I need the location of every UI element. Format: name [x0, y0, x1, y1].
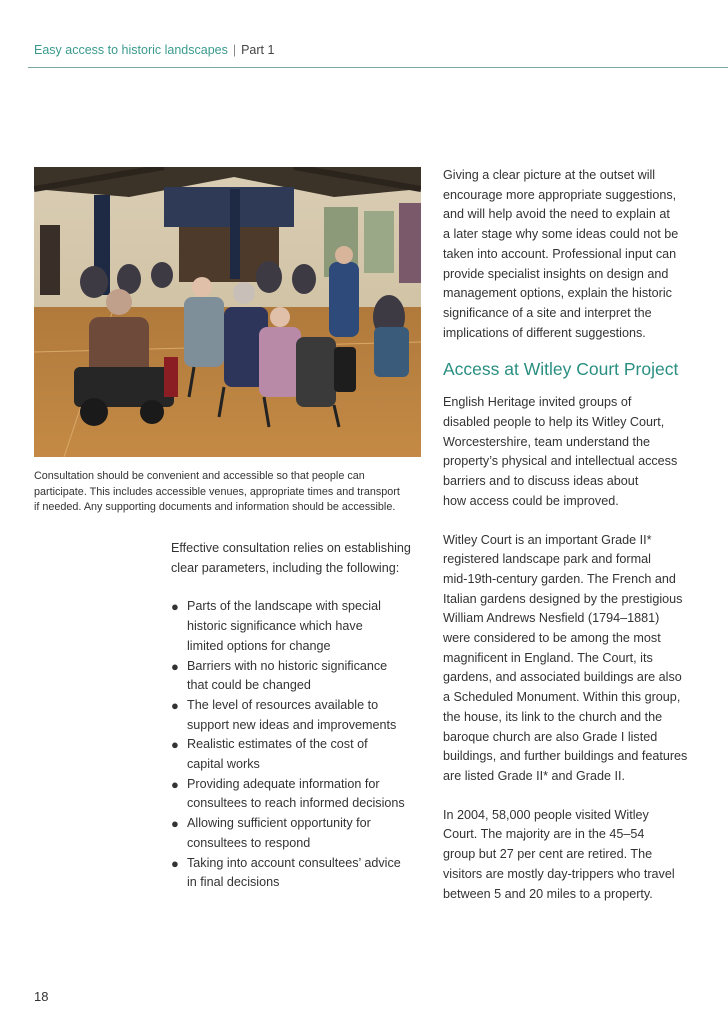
list-item	[171, 597, 426, 656]
text-line: property’s physical and intellectual access	[443, 454, 678, 469]
visitors-paragraph	[443, 806, 703, 905]
section-heading: Access at Witley Court Project	[443, 359, 679, 380]
project-paragraph	[443, 393, 703, 511]
list-item-line: The level of resources available to	[187, 697, 379, 712]
right-column	[443, 166, 703, 904]
list-item-line: Parts of the landscape with special	[187, 599, 381, 614]
text-line: and will help avoid the need to explain at	[443, 207, 670, 222]
text-line: In 2004, 58,000 people visited Witley	[443, 807, 649, 822]
text-line: Giving a clear picture at the outset will	[443, 168, 656, 182]
photo-illustration	[34, 167, 421, 457]
bullet-icon: ●	[171, 816, 179, 832]
photo-caption	[34, 469, 426, 516]
list-item-line: Barriers with no historic significance	[187, 658, 388, 673]
bullet-icon: ●	[171, 737, 179, 753]
bullet-icon: ●	[171, 776, 179, 792]
text-line: were considered to be among the most	[443, 631, 661, 646]
text-line: Court. The majority are in the 45–54	[443, 827, 645, 842]
intro-paragraph	[443, 166, 703, 343]
text-line: a Scheduled Monument. Within this group,	[443, 690, 681, 705]
list-item-line: Allowing sufficient opportunity for	[187, 816, 371, 831]
list-item	[171, 814, 426, 853]
bullet-icon: ●	[171, 658, 179, 674]
text-line: gardens, and associated buildings are also	[443, 670, 682, 685]
header-part: Part 1	[241, 43, 275, 57]
text-line: mid-19th-century garden. The French and	[443, 571, 676, 586]
intro-line: Effective consultation relies on establishing	[171, 541, 411, 555]
list-item-line: Realistic estimates of the cost of	[187, 737, 368, 752]
list-item	[171, 775, 426, 814]
text-line: Worcestershire, team understand the	[443, 434, 650, 449]
text-line: disabled people to help its Witley Court,	[443, 415, 665, 430]
text-line: magnificent in England. The Court, its	[443, 650, 653, 665]
consultation-photo	[34, 167, 421, 457]
text-line: are listed Grade II* and Grade II.	[443, 768, 626, 783]
list-item-line: capital works	[187, 757, 260, 772]
list-item-line: consultees to respond	[187, 835, 311, 850]
caption-line: if needed. Any supporting documents and information should be accessible.	[34, 501, 396, 513]
header-title: Easy access to historic landscapes	[34, 43, 228, 57]
text-line: taken into account. Professional input can	[443, 246, 677, 261]
list-item-line: historic significance which have	[187, 619, 363, 634]
text-line: William Andrews Nesfield (1794–1881)	[443, 611, 660, 626]
parameters-list	[171, 597, 426, 893]
intro-line: clear parameters, including the following:	[171, 560, 400, 575]
text-line: significance of a site and interpret the	[443, 305, 652, 320]
text-line: baroque church are also Grade I listed	[443, 729, 658, 744]
header-separator: |	[232, 43, 237, 57]
text-line: Italian gardens designed by the prestigious	[443, 591, 683, 606]
text-line: barriers and to discuss ideas about	[443, 474, 639, 489]
list-item	[171, 735, 426, 774]
list-item-line: Taking into account consultees’ advice	[187, 855, 401, 870]
list-item-line: Providing adequate information for	[187, 776, 380, 791]
text-line: between 5 and 20 miles to a property.	[443, 886, 653, 901]
list-item-line: limited options for change	[187, 638, 331, 653]
bullet-icon: ●	[171, 599, 179, 615]
text-line: buildings, and further buildings and features	[443, 749, 688, 764]
list-item-line: that could be changed	[187, 678, 311, 693]
text-line: implications of different suggestions.	[443, 325, 646, 340]
bullet-icon: ●	[171, 855, 179, 871]
text-line: provide specialist insights on design and	[443, 266, 669, 281]
bullet-icon: ●	[171, 697, 179, 713]
list-item	[171, 696, 426, 735]
witley-court-paragraph	[443, 531, 703, 787]
running-header	[34, 43, 724, 57]
text-line: registered landscape park and formal	[443, 552, 651, 567]
list-item-line: in final decisions	[187, 875, 280, 890]
text-line: encourage more appropriate suggestions,	[443, 187, 677, 202]
caption-line: participate. This includes accessible venues, appropriate times and transport	[34, 485, 400, 498]
list-item-line: consultees to reach informed decisions	[187, 796, 405, 811]
text-line: the house, its link to the church and the	[443, 709, 663, 724]
page-number: 18	[34, 989, 49, 1004]
text-line: how access could be improved.	[443, 493, 619, 508]
text-line: group but 27 per cent are retired. The	[443, 847, 653, 862]
middle-column	[171, 539, 426, 893]
list-item	[171, 657, 426, 696]
text-line: a later stage why some ideas could not be	[443, 227, 679, 242]
text-line: management options, explain the historic	[443, 286, 672, 301]
text-line: Witley Court is an important Grade II*	[443, 532, 652, 547]
text-line: visitors are mostly day-trippers who travel	[443, 866, 675, 881]
header-rule	[28, 67, 728, 68]
caption-line: Consultation should be convenient and accessible so that people can	[34, 470, 365, 482]
list-item	[171, 854, 426, 893]
list-item-line: support new ideas and improvements	[187, 717, 397, 732]
text-line: English Heritage invited groups of	[443, 395, 632, 410]
